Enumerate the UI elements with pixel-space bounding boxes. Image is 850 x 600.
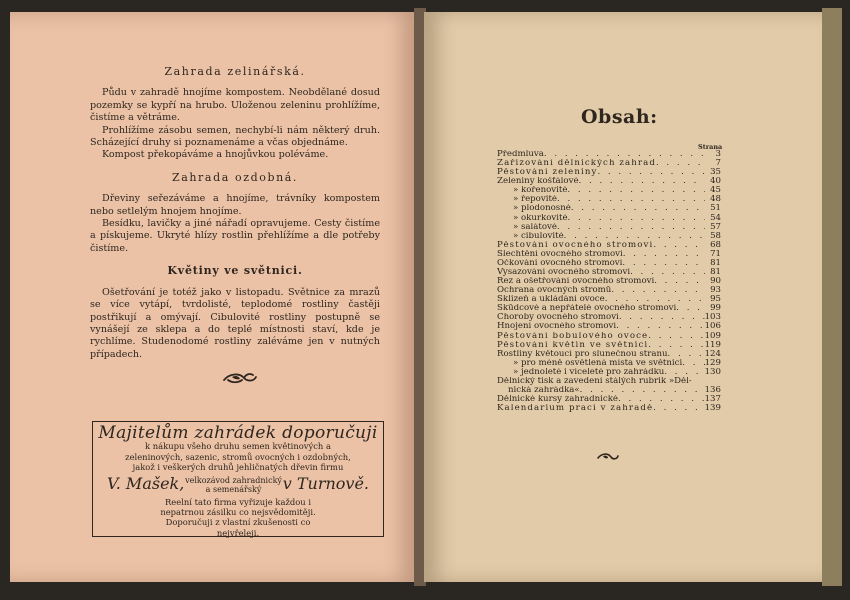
toc-dot-leader xyxy=(653,241,705,250)
toc-entry-title: » řepovité xyxy=(513,195,558,205)
toc-dot-leader xyxy=(653,404,704,413)
paragraph: Půdu v zahradě hnojíme kompostem. Neobdělané dosud pozemky se kypří na hrubo. Uloženou zeleninu prohlížíme, čistíme a větráme. xyxy=(90,87,380,124)
toc-entry-title: Choroby ovocného stromoví xyxy=(497,313,619,323)
toc-dot-leader xyxy=(630,268,705,277)
toc-entry-title: Škůdcové a nepřátelé ovocného stromoví xyxy=(497,304,677,314)
toc-entry-page: 124 xyxy=(704,349,721,359)
toc-dot-leader xyxy=(623,250,705,259)
ad-firm-desc-line: velkozávod zahradnický xyxy=(185,475,282,485)
toc-entry-title: Sklizeň a ukládání ovoce xyxy=(497,295,605,305)
toc-entry-page: 40 xyxy=(710,177,721,187)
toc-entry-title: » pro méně osvětlená místa ve světnici xyxy=(513,358,683,368)
toc-entry-title: » jednoleté i víceleté pro zahrádku xyxy=(513,367,665,377)
toc-entry-page: 57 xyxy=(710,222,721,232)
toc-entry xyxy=(497,241,721,250)
toc-entry-title: Pěstování květin ve světnici xyxy=(497,340,649,350)
ad-text: k nákupu všeho druhu semen květinových a zeleninových, sazenic, stromů ovocných i ozdobných, jakož i veškerých druhů jehličnatých dřevin firmu xyxy=(125,441,351,473)
toc-entry xyxy=(497,359,721,368)
toc-entry-page: 95 xyxy=(710,295,721,305)
section-ornamental-garden xyxy=(90,172,380,255)
toc-entry-title: Hnojení ovocného stromoví xyxy=(497,322,617,332)
leaf-flourish-icon xyxy=(596,451,620,463)
toc-entry-title: » cibulovité xyxy=(513,231,564,241)
toc-entry-page: 99 xyxy=(710,304,721,314)
toc-entry-page: 103 xyxy=(704,313,721,323)
toc-entry xyxy=(497,168,721,177)
section-indoor-flowers xyxy=(90,265,380,361)
toc-dot-leader xyxy=(664,368,704,377)
toc-dot-leader xyxy=(557,223,705,232)
toc-entry-page: 68 xyxy=(710,240,721,250)
advertisement-box xyxy=(92,421,384,537)
toc-entry-title: Vysazování ovocného stromoví xyxy=(497,268,631,278)
toc-entry-title: » kořenovité xyxy=(513,186,568,196)
toc-entry-title: Pěstování bobulového ovoce xyxy=(497,331,649,341)
toc-entry xyxy=(497,295,721,304)
toc-entry-page: 45 xyxy=(710,186,721,196)
toc-entry-title: Pěstování ovocného stromoví xyxy=(497,240,654,250)
ad-city: v Turnově. xyxy=(282,474,369,494)
toc-entry-page: 139 xyxy=(704,404,721,414)
toc-dot-leader xyxy=(668,350,705,359)
toc-dot-leader xyxy=(648,341,704,350)
ad-firm-desc-line: a semenářský xyxy=(205,484,262,494)
toc-entry-title: nická zahrádka« xyxy=(508,386,580,396)
toc-dot-leader xyxy=(656,159,705,168)
paragraph: Ošetřování je totéž jako v listopadu. Světnice za mrazů se více vytápí, tvrdolisté, teplodomé rostliny častěji postřikují a omývají. Cibulovité rostliny postupně se vynášejí ze sklepa a do teplé místnosti staví, kde je rychlíme. Studenodomé rostliny zaléváme jen v nutných případech. xyxy=(90,286,380,360)
toc-entry xyxy=(497,186,721,195)
toc-dot-leader xyxy=(616,322,704,331)
paragraph: Dřeviny seřezáváme a hnojíme, trávníky kompostem nebo setlelým hnojem hnojíme. xyxy=(90,193,380,217)
toc-entry-title: Šlechtění ovocného stromoví xyxy=(497,249,623,259)
toc-entry-title: » salátové xyxy=(513,222,557,232)
toc-entry-title: Ochrana ovocných stromů xyxy=(497,286,612,296)
ad-firm-description xyxy=(185,476,282,494)
toc-entry-page: 7 xyxy=(715,159,721,169)
section-heading: Zahrada ozdobná. xyxy=(171,170,299,184)
toc-entry-page: 93 xyxy=(710,286,721,296)
toc-dot-leader xyxy=(676,304,705,313)
left-page-text xyxy=(90,66,380,371)
toc-dot-leader xyxy=(568,214,705,223)
toc-entry-page: 106 xyxy=(704,322,721,332)
toc-entry-title: Kalendarium prací v zahradě xyxy=(497,404,654,414)
toc-entry xyxy=(497,150,721,159)
toc-entry xyxy=(497,277,721,286)
toc-entry-page: 137 xyxy=(704,395,721,405)
table-of-contents xyxy=(497,150,721,413)
toc-entry-page: 81 xyxy=(710,268,721,278)
toc-entry-page: 90 xyxy=(710,277,721,287)
leaf-flourish-icon xyxy=(222,370,258,386)
toc-dot-leader xyxy=(611,286,705,295)
paragraph: Prohlížíme zásobu semen, nechybí-li nám některý druh. Scházející druhy si poznamenáme a včas objednáme. xyxy=(90,124,380,149)
toc-dot-leader xyxy=(579,177,705,186)
paragraph: Kompost překopáváme a hnojůvkou poléváme. xyxy=(102,149,329,161)
toc-dot-leader xyxy=(619,313,705,322)
toc-entry xyxy=(497,304,721,313)
toc-entry xyxy=(497,332,721,341)
toc-entry xyxy=(497,386,721,395)
toc-entry-title: Očkování ovocného stromoví xyxy=(497,258,623,268)
toc-entry xyxy=(497,268,721,277)
toc-entry-page: 58 xyxy=(710,231,721,241)
toc-entry xyxy=(497,214,721,223)
toc-entry-page: 51 xyxy=(710,204,721,214)
toc-entry-page: 54 xyxy=(710,213,721,223)
toc-dot-leader xyxy=(597,168,705,177)
toc-entry xyxy=(497,313,721,322)
toc-dot-leader xyxy=(564,232,705,241)
toc-dot-leader xyxy=(648,332,704,341)
toc-entry-title: Dělnický tisk a zavedení stálých rubrik »Děl- xyxy=(497,376,692,386)
toc-dot-leader xyxy=(605,295,705,304)
toc-dot-leader xyxy=(557,195,705,204)
page-column-label: Strana xyxy=(698,143,723,151)
toc-dot-leader xyxy=(580,386,705,395)
toc-entry-page: 71 xyxy=(710,249,721,259)
toc-dot-leader xyxy=(567,186,705,195)
toc-dot-leader xyxy=(622,259,705,268)
toc-dot-leader xyxy=(618,395,705,404)
toc-entry xyxy=(497,350,721,359)
section-vegetable-garden xyxy=(90,66,380,162)
toc-entry-title: » okurkovité xyxy=(513,213,568,223)
toc-entry xyxy=(497,368,721,377)
toc-entry xyxy=(497,377,721,386)
ad-firm-row xyxy=(93,476,383,494)
toc-entry xyxy=(497,322,721,331)
toc-entry xyxy=(497,232,721,241)
ad-title: Majitelům zahrádek doporučuji xyxy=(98,423,378,443)
section-heading: Květiny ve světnici. xyxy=(167,264,303,278)
toc-entry xyxy=(497,259,721,268)
left-page xyxy=(10,12,416,582)
toc-entry xyxy=(497,404,721,413)
toc-entry xyxy=(497,250,721,259)
toc-entry-page: 129 xyxy=(704,358,721,368)
toc-entry-page: 35 xyxy=(710,168,721,178)
toc-entry xyxy=(497,286,721,295)
toc-dot-leader xyxy=(571,204,705,213)
toc-entry-title: Předmluva xyxy=(497,150,544,159)
toc-entry-title: Dělnické kursy zahradnické xyxy=(497,395,619,405)
toc-entry-page: 81 xyxy=(710,258,721,268)
toc-entry-page: 136 xyxy=(704,386,721,396)
toc-entry-page: 119 xyxy=(704,340,721,350)
toc-entry xyxy=(497,395,721,404)
section-heading: Zahrada zelinářská. xyxy=(164,65,306,78)
toc-entry-title: Rostliny květoucí pro slunečnou stranu xyxy=(497,349,668,359)
toc-entry xyxy=(497,195,721,204)
book-cover-edge xyxy=(822,8,842,586)
toc-dot-leader xyxy=(682,359,704,368)
toc-entry-page: 48 xyxy=(710,195,721,205)
toc-entry-title: Pěstování zeleniny xyxy=(497,168,598,178)
toc-entry xyxy=(497,223,721,232)
ad-firm-name: V. Mašek, xyxy=(107,474,185,494)
toc-entry xyxy=(497,159,721,168)
toc-entry xyxy=(497,177,721,186)
ad-footer: Reelní tato firma vyřizuje každou i nepatrnou zásilku co nejsvědomitěji. Doporučuji z vlastní zkušenosti co nejvřeleji. xyxy=(160,496,316,538)
toc-entry-page: 3 xyxy=(715,150,721,159)
toc-dot-leader xyxy=(544,150,705,159)
paragraph: Besídku, lavičky a jiné nářadí opravujeme. Cesty čistíme a pískujeme. Ukryté hlízy rostlin přehlížíme a dle potřeby čistíme. xyxy=(90,218,380,254)
contents-title: Obsah: xyxy=(581,106,658,128)
toc-entry-page: 130 xyxy=(704,367,721,377)
toc-entry-title: Zeleniny košťálové xyxy=(497,177,579,187)
toc-entry-title: » plodonosné xyxy=(513,204,571,214)
toc-dot-leader xyxy=(654,277,705,286)
toc-entry-title: Zařizování dělnických zahrad xyxy=(497,159,656,169)
toc-entry xyxy=(497,341,721,350)
toc-entry-title: Řez a ošetřování ovocného stromoví xyxy=(497,277,655,287)
toc-entry xyxy=(497,204,721,213)
toc-entry-page: 109 xyxy=(704,331,721,341)
